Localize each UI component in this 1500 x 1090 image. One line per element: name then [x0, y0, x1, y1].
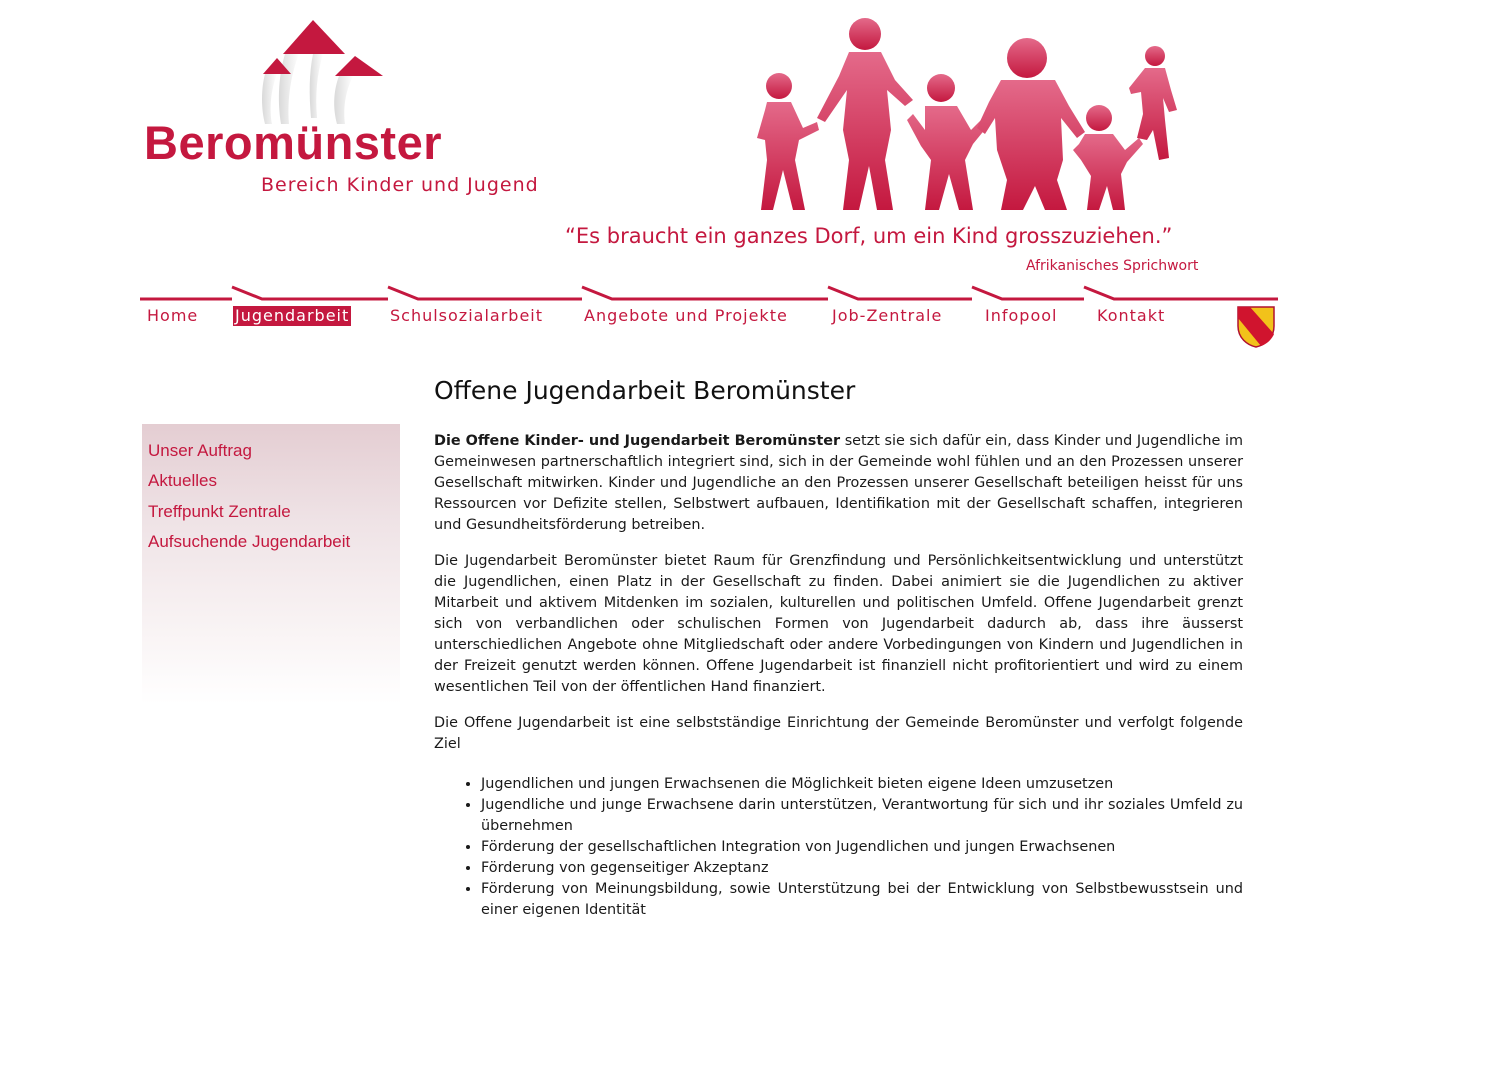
nav-schulsozialarbeit[interactable]: Schulsozialarbeit — [390, 306, 543, 325]
intro-paragraph — [434, 431, 1243, 536]
goals-list — [434, 774, 1243, 921]
nav-tab-lines — [140, 282, 1280, 304]
sidebar-item-treffpunkt-zentrale[interactable]: Treffpunkt Zentrale — [148, 502, 291, 521]
quote-source: Afrikanisches Sprichwort — [1026, 258, 1199, 274]
nav-kontakt[interactable]: Kontakt — [1097, 306, 1166, 325]
brand-subtitle: Bereich Kinder und Jugend — [261, 174, 539, 196]
paragraph-2: Die Jugendarbeit Beromünster bietet Raum für Grenzfindung und Persönlichkeitsentwicklung und unterstützt die Jugendlichen, einen Platz in der Gesellschaft zu finden. Dabei animiert sie die Jugendlichen zu aktiver Mitarbeit und aktivem Mitdenken im sozialen, kulturellen und politischen Umfeld. Offene Jugendarbeit grenzt sich von verbandlichen oder schulischen Formen von Jugendarbeit dadurch ab, dass ihre äusserst unterschiedlichen Angebote ohne Mitgliedschaft oder andere Vorbedingungen von Kindern und Jugendlichen in der Freizeit genutzt werden können. Offene Jugendarbeit ist finanziell nicht profitorientiert und wird zu einem wesentlichen Teil von der öffentlichen Hand finanziert. — [434, 553, 1243, 695]
family-silhouette-icon — [745, 10, 1185, 220]
brand-name: Beromünster — [144, 116, 443, 169]
sidebar-item-aufsuchende-jugendarbeit[interactable]: Aufsuchende Jugendarbeit — [148, 532, 351, 551]
sidebar-item-unser-auftrag[interactable]: Unser Auftrag — [148, 441, 252, 460]
nav-jugendarbeit[interactable]: Jugendarbeit — [235, 306, 350, 325]
page-title: Offene Jugendarbeit Beromünster — [434, 376, 856, 405]
list-item: • Förderung von Meinungsbildung, sowie Unterstützung bei der Entwicklung von Selbstbewusstsein und einer eigenen Identität — [481, 879, 1243, 921]
list-item: • Förderung der gesellschaftlichen Integration von Jugendlichen und jungen Erwachsenen — [481, 837, 1243, 858]
nav-job-zentrale[interactable]: Job-Zentrale — [832, 306, 943, 325]
nav-home[interactable]: Home — [147, 306, 199, 325]
sidebar — [142, 424, 400, 704]
list-item: • Jugendliche und junge Erwachsene darin unterstützen, Verantwortung für sich und ihr soziales Umfeld zu übernehmen — [481, 795, 1243, 837]
nav-angebote-und-projekte[interactable]: Angebote und Projekte — [584, 306, 788, 325]
list-item: • Förderung von gegenseitiger Akzeptanz — [481, 858, 1243, 879]
intro-bold: Die Offene Kinder- und Jugendarbeit Beromünster — [434, 433, 841, 449]
main-content — [434, 431, 1243, 921]
sidebar-item-aktuelles[interactable]: Aktuelles — [148, 471, 217, 490]
list-item: • Jugendlichen und jungen Erwachsenen die Möglichkeit bieten eigene Ideen umzusetzen — [481, 774, 1243, 795]
quote-text: “Es braucht ein ganzes Dorf, um ein Kind grosszuziehen.” — [565, 224, 1173, 248]
intro-rest: setzt sie sich dafür ein, dass Kinder und Jugendliche im Gemeinwesen partnerschaftlich integriert sind, sich in der Gemeinde wohl fühlen und an den Prozessen unserer Gesellschaft mitwirken. Kinder und Jugendliche an den Prozessen unserer Gesellschaft beteiligen heisst für uns Ressourcen vor Defizite stellen, Selbstwert aufbauen, Identifikation mit der Gesellschaft schaffen, integrieren und Gesundheitsförderung betreiben. — [434, 433, 1243, 533]
logo-roofs-icon — [255, 14, 395, 126]
paragraph-3: Die Offene Jugendarbeit ist eine selbstständige Einrichtung der Gemeinde Beromünster und verfolgt folgende Ziel — [434, 715, 1243, 752]
nav-infopool[interactable]: Infopool — [985, 306, 1058, 325]
coat-of-arms-icon — [1237, 306, 1275, 348]
